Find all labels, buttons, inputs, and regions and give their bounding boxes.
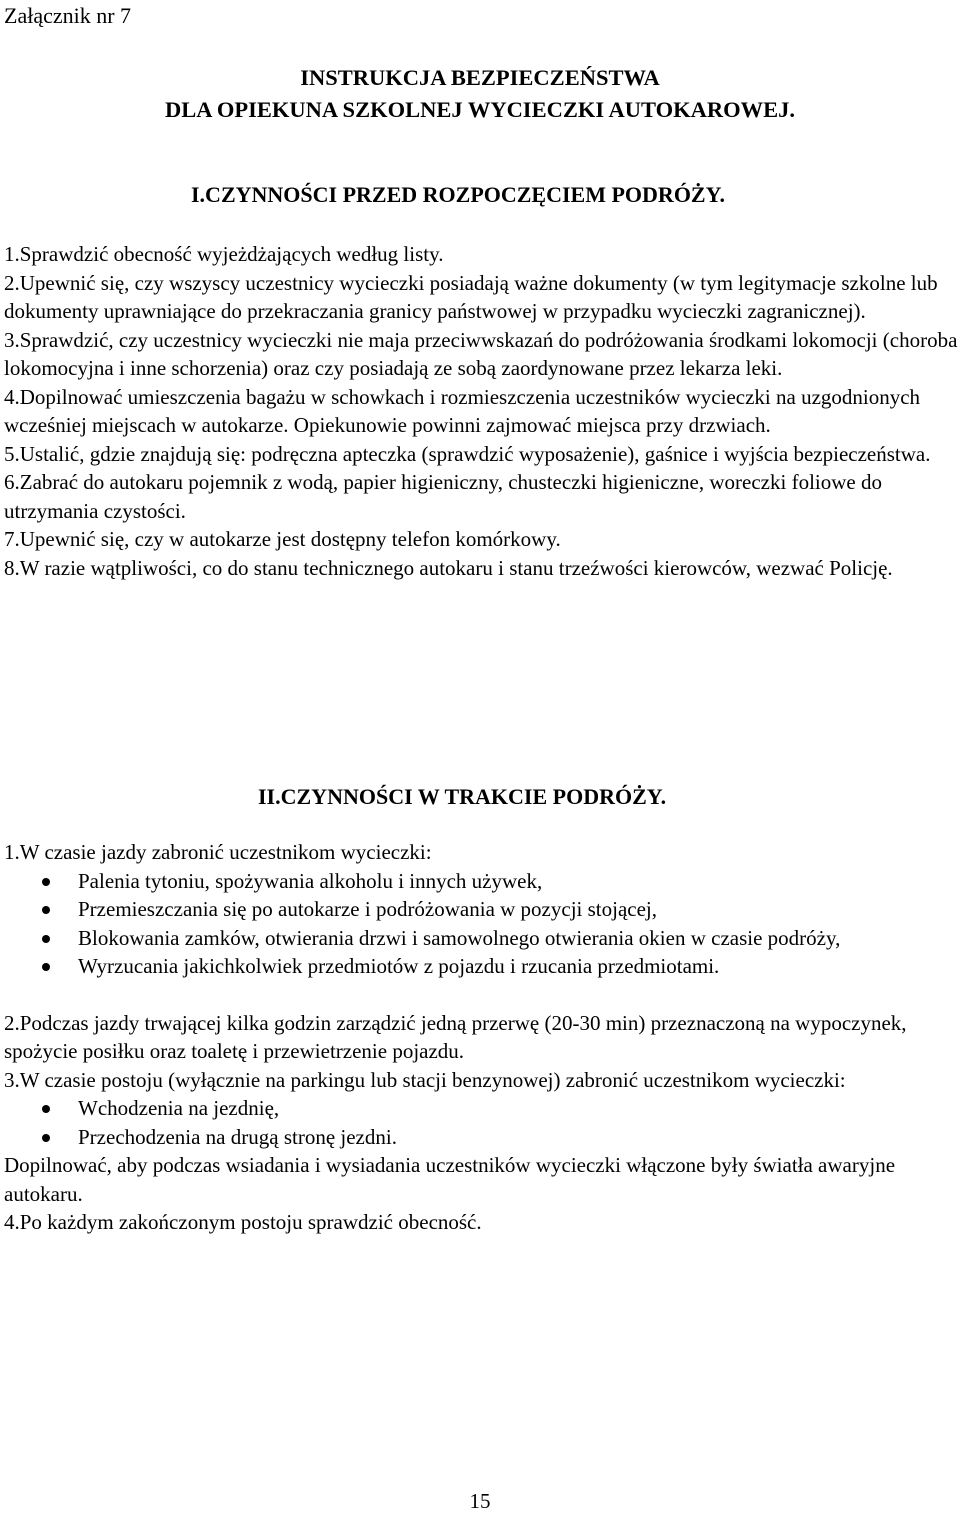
section-2-body: [4, 838, 958, 1237]
section-2-item-3-intro: 3.W czasie postoju (wyłącznie na parkingu lub stacji benzynowej) zabronić uczestnikom wycieczki:: [4, 1067, 846, 1092]
attachment-label: Załącznik nr 7: [4, 3, 132, 28]
section-1-heading: I.CZYNNOŚCI PRZED ROZPOCZĘCIEM PODRÓŻY.: [191, 182, 725, 207]
page-number: 15: [469, 1489, 491, 1513]
section-1-item-1: 1.Sprawdzić obecność wyjeżdżających według listy.: [4, 242, 444, 266]
bullet-icon: [42, 963, 50, 971]
bullet-icon: [42, 935, 50, 943]
list-item: Blokowania zamków, otwierania drzwi i samowolnego otwierania okien w czasie podróży,: [4, 924, 958, 953]
section-1-item-2: 2.Upewnić się, czy wszyscy uczestnicy wycieczki posiadają ważne dokumenty (w tym legitymacje szkolne lub dokumenty uprawniające do przekraczania granicy państwowej w przypadku wycieczki zagranicznej).: [4, 270, 938, 323]
section-2-item-3-list: [4, 1094, 958, 1151]
section-1-item-7: 7.Upewnić się, czy w autokarze jest dostępny telefon komórkowy.: [4, 527, 561, 551]
bullet-icon: [42, 1105, 50, 1113]
bullet-icon: [42, 906, 50, 914]
section-1-item-5: 5.Ustalić, gdzie znajdują się: podręczna apteczka (sprawdzić wyposażenie), gaśnice i wyjścia bezpieczeństwa.: [4, 441, 931, 466]
section-1-body: [4, 240, 958, 582]
bullet-icon: [42, 1134, 50, 1142]
section-1-item-8: 8.W razie wątpliwości, co do stanu technicznego autokaru i stanu trzeźwości kierowców, wezwać Policję.: [4, 555, 893, 580]
spacer: [4, 981, 958, 1009]
bullet-icon: [42, 878, 50, 886]
section-2-item-1-intro: 1.W czasie jazdy zabronić uczestnikom wycieczki:: [4, 840, 432, 864]
section-2-item-2: 2.Podczas jazdy trwającej kilka godzin zarządzić jedną przerwę (20-30 min) przeznaczoną na wypoczynek, spożycie posiłku oraz toaletę i przewietrzenie pojazdu.: [4, 1010, 907, 1063]
section-2-heading: II.CZYNNOŚCI W TRAKCIE PODRÓŻY.: [258, 784, 667, 809]
list-item: Wyrzucania jakichkolwiek przedmiotów z pojazdu i rzucania przedmiotami.: [4, 952, 958, 981]
section-2-item-4: 4.Po każdym zakończonym postoju sprawdzić obecność.: [4, 1210, 482, 1234]
list-item: Wchodzenia na jezdnię,: [4, 1094, 958, 1123]
list-item: Przechodzenia na drugą stronę jezdni.: [4, 1123, 958, 1152]
list-item: Przemieszczania się po autokarze i podróżowania w pozycji stojącej,: [4, 895, 958, 924]
section-1-item-4: 4.Dopilnować umieszczenia bagażu w schowkach i rozmieszczenia uczestników wycieczki na uzgodnionych wcześniej miejscach w autokarze. Opiekunowie powinni zajmować miejsca przy drzwiach.: [4, 384, 921, 437]
section-1-item-3: 3.Sprawdzić, czy uczestnicy wycieczki nie maja przeciwwskazań do podróżowania środkami lokomocji (choroba lokomocyjna i inne schorzenia) oraz czy posiadają ze sobą zaordynowane przez lekarza leki.: [4, 327, 958, 380]
section-1-item-6: 6.Zabrać do autokaru pojemnik z wodą, papier higieniczny, chusteczki higieniczne, woreczki foliowe do utrzymania czystości.: [4, 470, 882, 523]
document-title-line-1: INSTRUKCJA BEZPIECZEŃSTWA: [300, 65, 660, 90]
section-2-item-3-note: Dopilnować, aby podczas wsiadania i wysiadania uczestników wycieczki włączone były światła awaryjne autokaru.: [4, 1153, 896, 1206]
section-2-item-1-list: [4, 867, 958, 981]
list-item: Palenia tytoniu, spożywania alkoholu i innych używek,: [4, 867, 958, 896]
document-title-line-2: DLA OPIEKUNA SZKOLNEJ WYCIECZKI AUTOKAROWEJ.: [165, 97, 795, 122]
